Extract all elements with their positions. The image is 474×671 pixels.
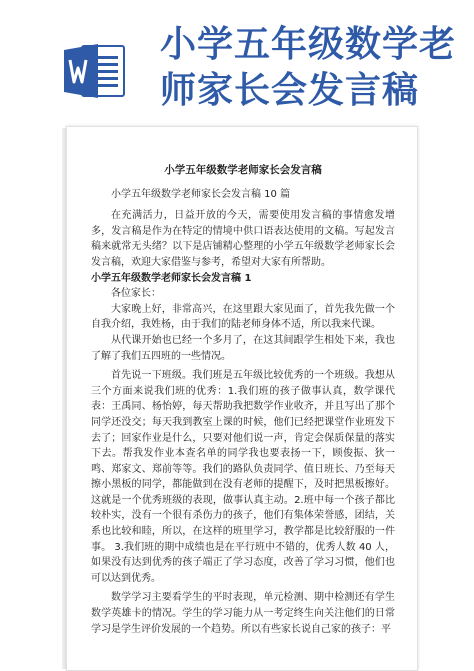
word-document-icon xyxy=(64,42,126,100)
body-paragraph: 大家晚上好，非常高兴，在这里跟大家见面了，首先我先做一个自我介绍，我姓杨，由于我们的陆老师身体不适，所以我来代课。 xyxy=(91,303,395,331)
greeting: 各位家长： xyxy=(111,288,161,300)
document-title: 小学五年级数学老师家长会发言稿 xyxy=(164,164,322,176)
body-paragraph: 首先说一下班级。我们班是五年级比较优秀的一个班级。我想从三个方面来说我们班的优秀：1.我们班的孩子做事认真，数学课代表：王禹同、杨怡婷，每天帮助我把数学作业收齐，并且写出了那个同学还没交；每天我到教室上课的时候，他们已经把课堂作业班发下去了；回家作业是什么，只要对他们说一声，肯定会保质保量的落实下去。帮我发作业本查名单的同学我也要表扬一下，顾俊振、狄一鸣、郑家文、郑前等等。我们的路队负责同学、值日班长、乃至每天擦小黑板的同学，都能做到在没有老师的提醒下，及时把黑板擦好。这就是一个优秀班级的表现，做事认真主动。2.班中每一个孩子都比较朴实，没有一个很有杀伤力的孩子，他们有集体荣誉感，团结，关系也比较和睦，所以，在这样的班里学习，教学都是比较舒服的一件事。 3.我们班的期中成绩也是在平行班中不错的，优秀人数 40 人，如果没有达到优秀的孩子端正了学习态度，改善了学习习惯，他们也可以达到优秀。 xyxy=(91,370,395,584)
document-subtitle: 小学五年级数学老师家长会发言稿 10 篇 xyxy=(111,188,291,200)
banner-title-line: 师家长会发言稿 xyxy=(160,70,420,111)
document-page xyxy=(66,126,418,671)
banner-title-line: 小学五年级数学老 xyxy=(160,24,457,65)
intro-paragraph: 在充满活力，日益开放的今天，需要使用发言稿的事情愈发增多，发言稿是作为在特定的情境中供口语表达使用的文稿。写起发言稿来就常无头绪？以下是店铺精心整理的小学五年级数学老师家长会发言稿，欢迎大家借鉴与参考，希望对大家有所帮助。 xyxy=(91,210,395,268)
banner-title xyxy=(160,22,460,114)
section-heading: 小学五年级数学老师家长会发言稿 1 xyxy=(91,272,252,284)
banner xyxy=(0,0,474,118)
watermark xyxy=(74,187,84,200)
document-body xyxy=(91,163,395,637)
body-paragraph: 数学学习主要看学生的平时表现，单元检测、期中检测还有学生数学英雄卡的情况。学生的学习能力从一考定终生向关注他们的日常学习是学生评价发展的一个趋势。所以有些家长说自己家的孩子：平 xyxy=(91,592,395,635)
body-paragraph: 从代课开始也已经一个多月了，在这其间跟学生相处下来，我也了解了我们五四班的一些情况。 xyxy=(91,334,395,362)
